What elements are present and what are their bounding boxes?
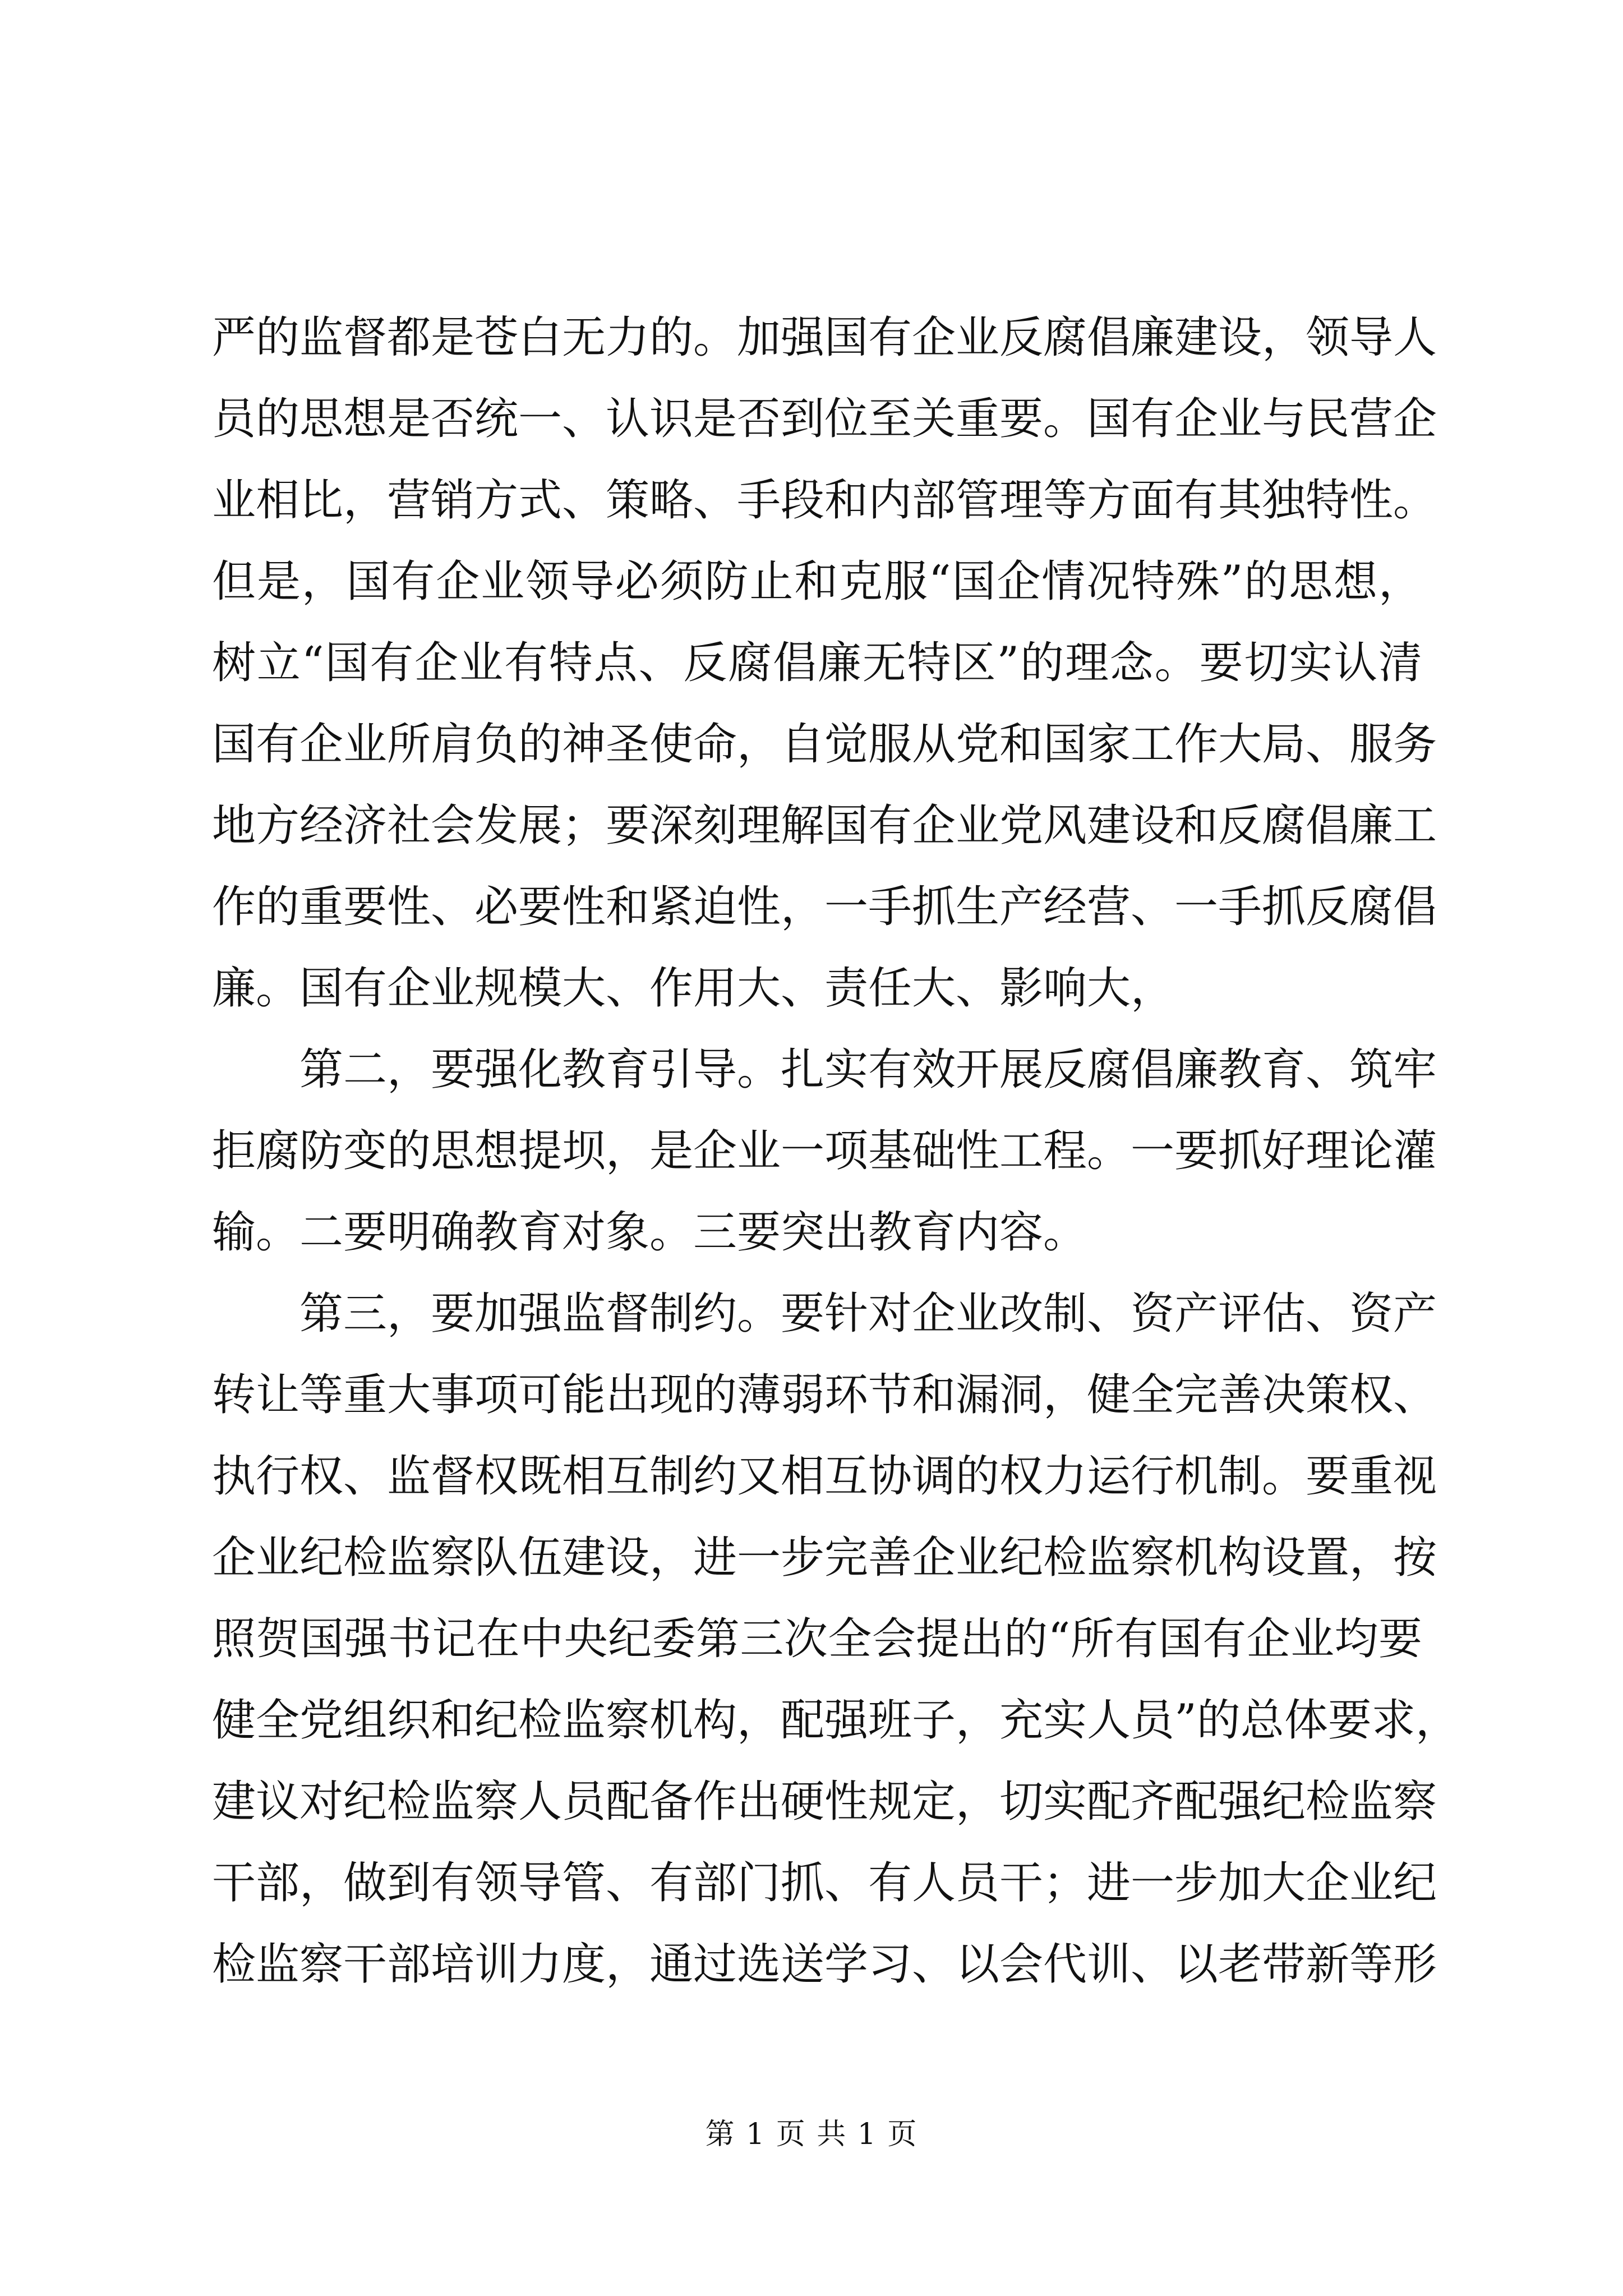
text-line: 转让等重大事项可能出现的薄弱环节和漏洞，健全完善决策权、 [212, 1370, 1437, 1420]
text-line: 照贺国强书记在中央纪委第三次全会提出的“所有国有企业均要 [212, 1614, 1422, 1664]
text-line: 员的思想是否统一、认识是否到位至关重要。国有企业与民营企 [212, 394, 1437, 444]
text-line: 但是，国有企业领导必须防止和克服“国企情况特殊”的思想， [212, 556, 1422, 607]
paragraph-start-line: 第二，要强化教育引导。扎实有效开展反腐倡廉教育、筑牢 [299, 1045, 1437, 1095]
text-line: 拒腐防变的思想提坝，是企业一项基础性工程。一要抓好理论灌 [212, 1126, 1437, 1176]
text-line: 树立“国有企业有特点、反腐倡廉无特区”的理念。要切实认清 [212, 638, 1422, 688]
text-line: 执行权、监督权既相互制约又相互协调的权力运行机制。要重视 [212, 1451, 1437, 1502]
text-line: 国有企业所肩负的神圣使命，自觉服从党和国家工作大局、服务 [212, 719, 1437, 770]
text-line: 建议对纪检监察人员配备作出硬性规定，切实配齐配强纪检监察 [212, 1777, 1437, 1827]
text-line: 作的重要性、必要性和紧迫性，一手抓生产经营、一手抓反腐倡 [212, 882, 1437, 932]
body-text [212, 297, 1459, 2005]
text-line: 地方经济社会发展；要深刻理解国有企业党风建设和反腐倡廉工 [212, 800, 1437, 851]
text-line: 检监察干部培训力度，通过选送学习、以会代训、以老带新等形 [212, 1939, 1437, 1990]
text-line: 企业纪检监察队伍建设，进一步完善企业纪检监察机构设置，按 [212, 1533, 1437, 1583]
text-line: 廉。国有企业规模大、作用大、责任大、影响大， [212, 963, 1175, 1014]
text-line: 输。二要明确教育对象。三要突出教育内容。 [212, 1207, 1087, 1258]
text-line: 严的监督都是苍白无力的。加强国有企业反腐倡廉建设，领导人 [212, 312, 1437, 363]
page-footer: 第 1 页 共 1 页 [705, 2118, 918, 2151]
paragraph-start-line: 第三，要加强监督制约。要针对企业改制、资产评估、资产 [299, 1289, 1437, 1339]
text-line: 业相比，营销方式、策略、手段和内部管理等方面有其独特性。 [212, 475, 1437, 526]
text-line: 健全党组织和纪检监察机构，配强班子，充实人员”的总体要求， [212, 1695, 1459, 1746]
text-line: 干部，做到有领导管、有部门抓、有人员干；进一步加大企业纪 [212, 1858, 1437, 1908]
